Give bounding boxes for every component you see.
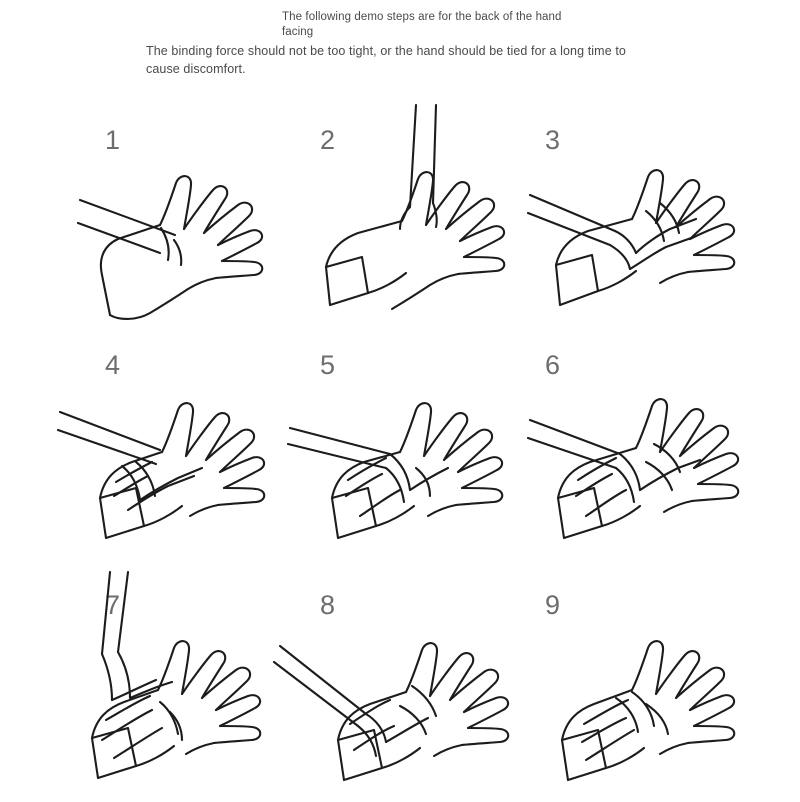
step-panel-8: [270, 570, 536, 802]
step-illustration-7: [10, 590, 276, 802]
step-illustration-9: [520, 590, 786, 802]
step-number-1: 1: [105, 125, 121, 155]
step-number-4: 4: [105, 350, 121, 380]
step-panel-5: [270, 330, 536, 562]
step-panel-7: [10, 570, 276, 802]
step-panel-1: [10, 105, 276, 337]
step-illustration-4: [10, 350, 276, 562]
step-illustration-3: [520, 125, 786, 337]
step-number-5: 5: [320, 350, 336, 380]
step-number-7: 7: [105, 590, 121, 620]
intro-line-1: The following demo steps are for the back of the hand facing: [282, 11, 562, 38]
step-panel-6: [520, 330, 786, 562]
step-number-2: 2: [320, 125, 336, 155]
step-illustration-6: [520, 350, 786, 562]
step-number-6: 6: [545, 350, 561, 380]
step-panel-4: [10, 330, 276, 562]
steps-grid: [0, 105, 800, 800]
step-illustration-8: [270, 590, 536, 802]
step-illustration-1: [10, 125, 276, 337]
step-illustration-2: [270, 125, 536, 337]
step-panel-3: [520, 105, 786, 337]
step-number-8: 8: [320, 590, 336, 620]
step-panel-9: [520, 570, 786, 802]
step-number-3: 3: [545, 125, 561, 155]
step-number-9: 9: [545, 590, 561, 620]
step-illustration-5: [270, 350, 536, 562]
step-panel-2: [270, 105, 536, 337]
intro-line-2: The binding force should not be too tight, or the hand should be tied for a long time to cause discomfort.: [146, 44, 626, 76]
